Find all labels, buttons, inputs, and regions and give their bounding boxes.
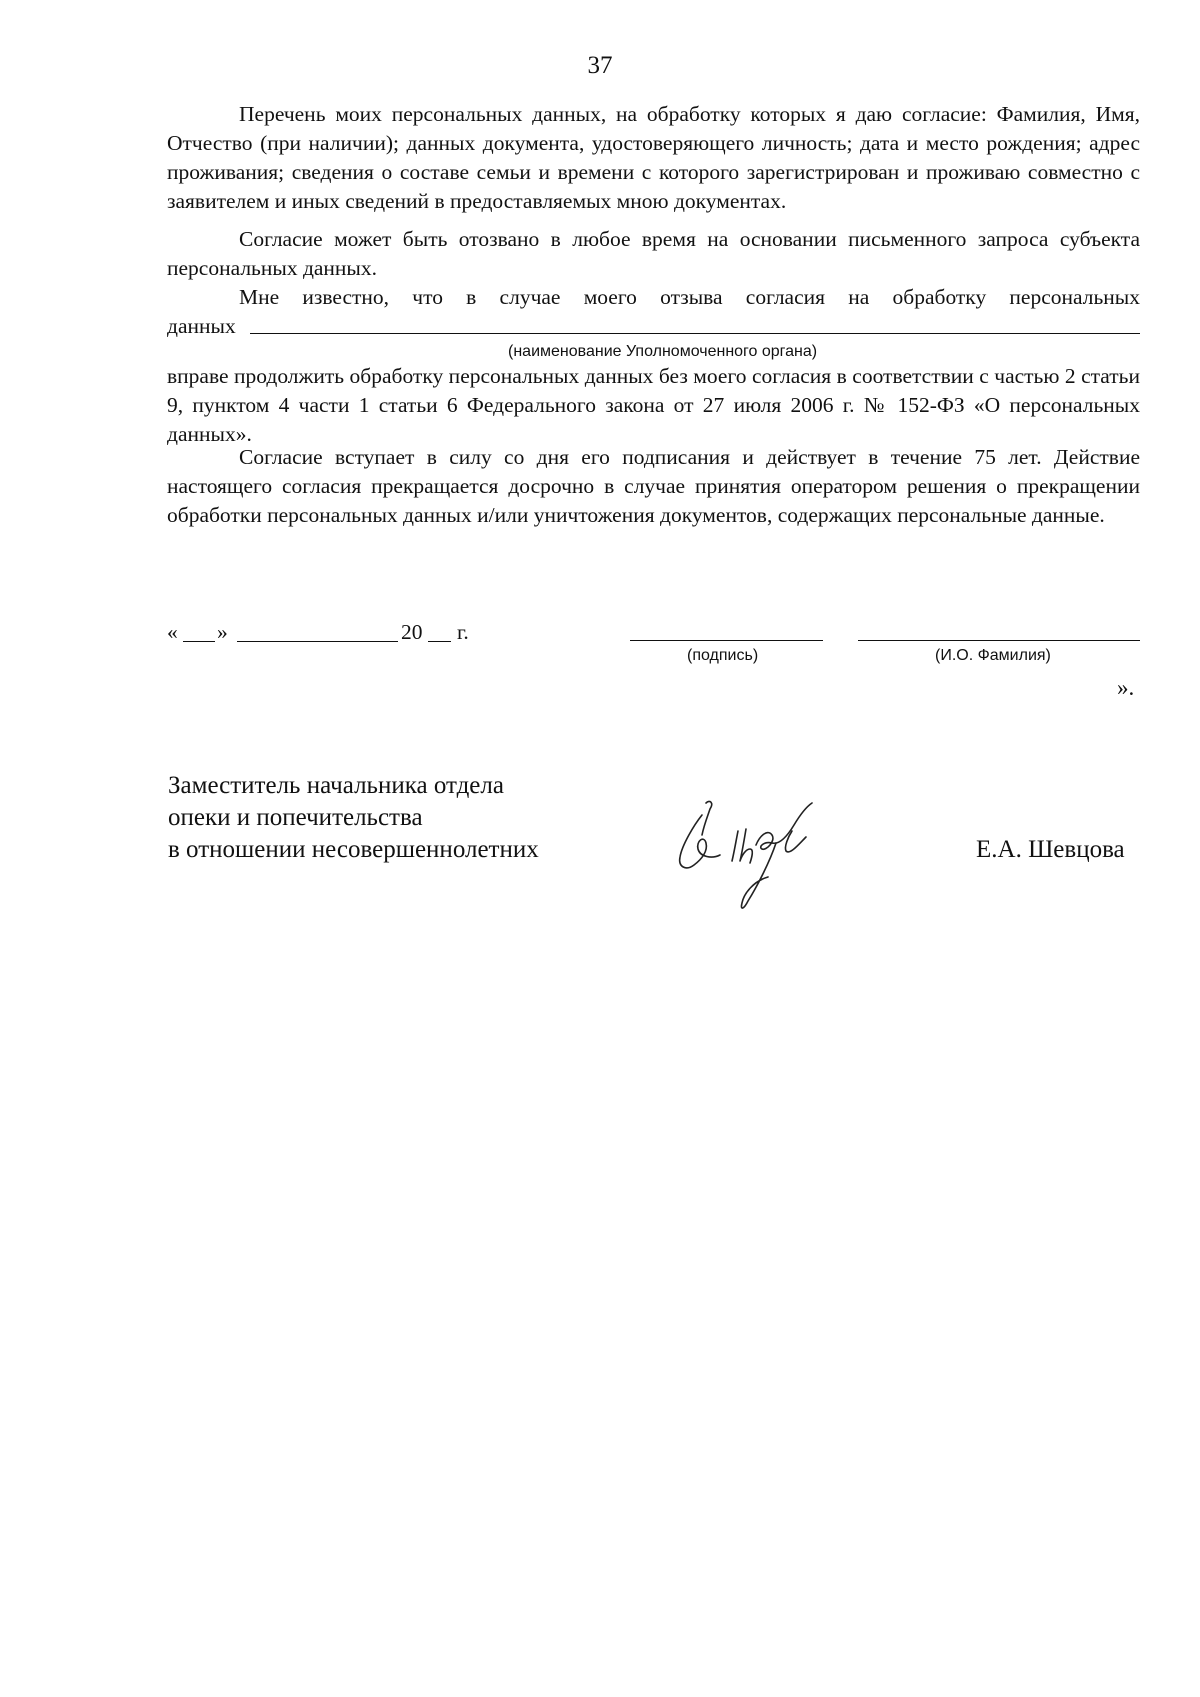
position-line-2: опеки и попечительства (168, 804, 423, 831)
page-number: 37 (587, 52, 613, 79)
year-suffix: г. (457, 620, 469, 644)
signatory-position (168, 770, 539, 866)
paragraph-personal-data-list: Перечень моих персональных данных, на обработку которых я даю согласие: Фамилия, Имя, Отчество (при наличии); данных документа, удостоверяющего личность; дата и место рождения; адрес проживания; сведения о составе семьи и времени с которого зарегистрирован и проживаю совместно с заявителем и иных сведений в предоставляемых мною документах. (167, 102, 1140, 213)
paragraph-consent-revocation: Согласие может быть отозвано в любое время на основании письменного запроса субъекта персональных данных. (167, 227, 1140, 280)
authority-name-blank (250, 333, 1140, 334)
position-line-1: Заместитель начальника отдела (168, 772, 504, 799)
paragraph-processing-continuation: вправе продолжить обработку персональных данных без моего согласия в соответствии с частью 2 статьи 9, пунктом 4 части 1 статьи 6 Федерального закона от 27 июля 2006 г. № 152-ФЗ «О персональных данных». (167, 364, 1140, 446)
signatory-name: Е.А. Шевцова (976, 836, 1125, 863)
date-close-quote: » (217, 620, 228, 644)
signature-caption: (подпись) (687, 647, 759, 664)
full-name-caption: (И.О. Фамилия) (935, 647, 1051, 664)
date-open-quote: « (167, 620, 178, 644)
day-blank (183, 641, 215, 642)
paragraph-revocation-notice-line1: Мне известно, что в случае моего отзыва согласия на обработку персональных (239, 285, 1140, 309)
month-blank (237, 641, 398, 642)
year-prefix: 20 (401, 620, 423, 644)
position-line-3: в отношении несовершеннолетних (168, 836, 539, 863)
paragraph-revocation-notice-line2: данных (167, 314, 236, 338)
signature-blank (630, 640, 823, 641)
closing-quote: ». (1117, 675, 1135, 700)
year-blank (428, 641, 451, 642)
authority-name-caption: (наименование Уполномоченного органа) (508, 343, 818, 360)
handwritten-signature (672, 785, 842, 915)
full-name-blank (858, 640, 1140, 641)
paragraph-validity-period: Согласие вступает в силу со дня его подписания и действует в течение 75 лет. Действие настоящего согласия прекращается досрочно в случае принятия оператором решения о прекращении обработки персональных данных и/или уничтожения документов, содержащих персональные данные. (167, 445, 1140, 527)
